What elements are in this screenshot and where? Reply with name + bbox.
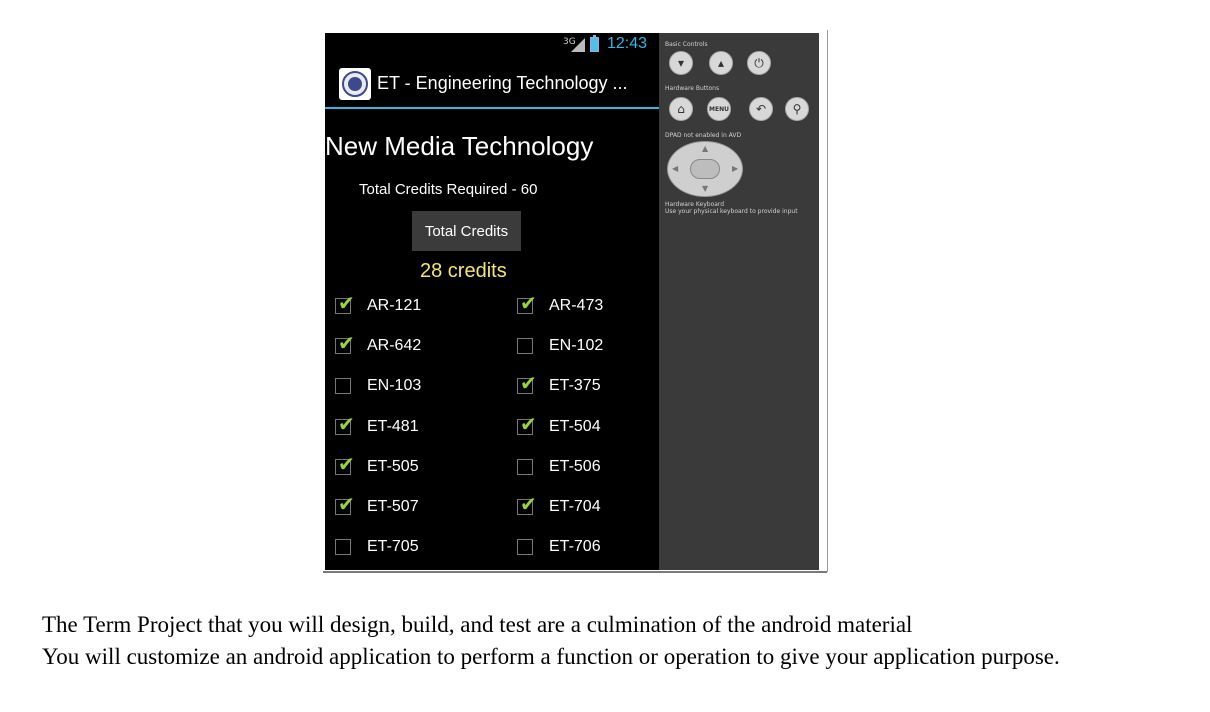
caption-line-2: You will customize an android application to perform a function or operation to give your application purpose.	[42, 644, 1060, 669]
course-code-label: ET-704	[549, 498, 601, 515]
checkmark-icon: ✔	[338, 492, 355, 516]
course-code-label: EN-103	[367, 377, 422, 395]
status-bar	[325, 33, 659, 57]
action-bar	[325, 57, 659, 109]
course-code-label: ET-507	[367, 498, 419, 515]
checkmark-icon: ✔	[338, 331, 355, 356]
app-logo-icon[interactable]	[339, 68, 371, 100]
app-title: ET - Engineering Technology ...	[377, 73, 628, 93]
hardware-buttons-title: Hardware Buttons	[665, 85, 720, 92]
required-credits-text: Total Credits Required - 60	[359, 181, 538, 198]
checkmark-icon: ✔	[520, 371, 537, 396]
course-checkbox-item[interactable]	[335, 333, 421, 359]
checkbox-unchecked[interactable]	[335, 378, 351, 394]
checkbox-checked[interactable]	[335, 331, 355, 356]
checkmark-icon: ✔	[520, 411, 537, 436]
checkbox-unchecked[interactable]	[517, 338, 533, 354]
course-code-label: AR-473	[549, 297, 604, 314]
course-code-label: AR-121	[367, 297, 422, 314]
course-code-label: AR-642	[367, 337, 422, 355]
dpad-center-button[interactable]	[690, 159, 720, 179]
course-checkbox-item[interactable]	[517, 333, 603, 359]
checkbox-checked[interactable]	[335, 291, 355, 315]
course-checkbox-item[interactable]	[517, 494, 601, 520]
checkmark-icon: ✔	[520, 291, 537, 315]
course-checkbox-item[interactable]	[517, 534, 601, 560]
course-code-label: ET-506	[549, 457, 601, 475]
checkbox-checked[interactable]	[517, 411, 537, 436]
volume-down-icon[interactable]: ▾	[669, 51, 693, 75]
search-icon[interactable]: ⚲	[785, 97, 809, 121]
course-checkbox-item[interactable]	[335, 494, 419, 520]
checkmark-icon: ✔	[338, 451, 355, 476]
course-checkbox-item[interactable]	[517, 373, 601, 399]
dpad-up-icon[interactable]: ▲	[702, 144, 709, 153]
course-checkbox-item[interactable]	[335, 411, 419, 440]
credits-result: 28 credits	[420, 260, 507, 282]
course-checkbox-item[interactable]	[335, 534, 419, 560]
course-code-label: ET-706	[549, 538, 601, 556]
course-code-label: EN-102	[549, 337, 604, 355]
battery-icon	[590, 37, 599, 52]
keyboard-title: Hardware Keyboard	[665, 201, 725, 208]
total-credits-button[interactable]: Total Credits	[412, 211, 521, 251]
program-heading: New Media Technology	[325, 131, 594, 161]
dpad-title: DPAD not enabled in AVD	[665, 132, 742, 139]
checkbox-unchecked[interactable]	[517, 459, 533, 475]
checkmark-icon: ✔	[520, 492, 537, 516]
checkbox-checked[interactable]	[517, 492, 537, 516]
checkbox-checked[interactable]	[517, 291, 537, 315]
course-code-label: ET-705	[367, 538, 419, 556]
caption-line-1: The Term Project that you will design, build, and test are a culmination of the android material	[42, 612, 913, 637]
checkbox-checked[interactable]	[517, 371, 537, 396]
phone-screen	[325, 33, 659, 570]
course-checkbox-item[interactable]	[335, 373, 421, 399]
checkbox-unchecked[interactable]	[335, 539, 351, 555]
network-type: 3G	[563, 37, 576, 47]
dpad-left-icon[interactable]: ◀	[672, 164, 679, 173]
basic-controls-title: Basic Controls	[665, 41, 708, 48]
back-icon[interactable]: ↶	[749, 97, 773, 121]
checkmark-icon: ✔	[338, 291, 355, 315]
checkbox-checked[interactable]	[335, 411, 355, 436]
course-checkbox-item[interactable]	[517, 293, 603, 319]
emulator-frame-edge	[323, 571, 827, 573]
dpad-control[interactable]	[667, 141, 743, 197]
course-checkbox-item[interactable]	[335, 451, 419, 480]
emulator-window	[323, 30, 828, 572]
menu-button[interactable]: MENU	[707, 97, 731, 121]
checkmark-icon: ✔	[338, 411, 355, 436]
clock: 12:43	[607, 35, 648, 52]
home-icon[interactable]: ⌂	[669, 97, 693, 121]
volume-up-icon[interactable]: ▴	[709, 51, 733, 75]
power-icon[interactable]: ⏻	[747, 51, 771, 75]
course-code-label: ET-505	[367, 457, 419, 475]
course-checkbox-item[interactable]	[335, 293, 421, 319]
course-checkbox-item[interactable]	[517, 411, 601, 440]
checkbox-unchecked[interactable]	[517, 539, 533, 555]
course-checkbox-item[interactable]	[517, 454, 601, 480]
course-code-label: ET-375	[549, 377, 601, 395]
course-code-label: ET-504	[549, 417, 601, 435]
dpad-down-icon[interactable]: ▼	[702, 184, 709, 193]
keyboard-hint: Use your physical keyboard to provide input	[665, 208, 798, 215]
signal-icon	[571, 38, 585, 52]
dpad-right-icon[interactable]: ▶	[732, 164, 739, 173]
checkbox-checked[interactable]	[335, 492, 355, 516]
course-code-label: ET-481	[367, 417, 419, 435]
checkbox-checked[interactable]	[335, 451, 355, 476]
emulator-controls-panel	[659, 33, 819, 570]
